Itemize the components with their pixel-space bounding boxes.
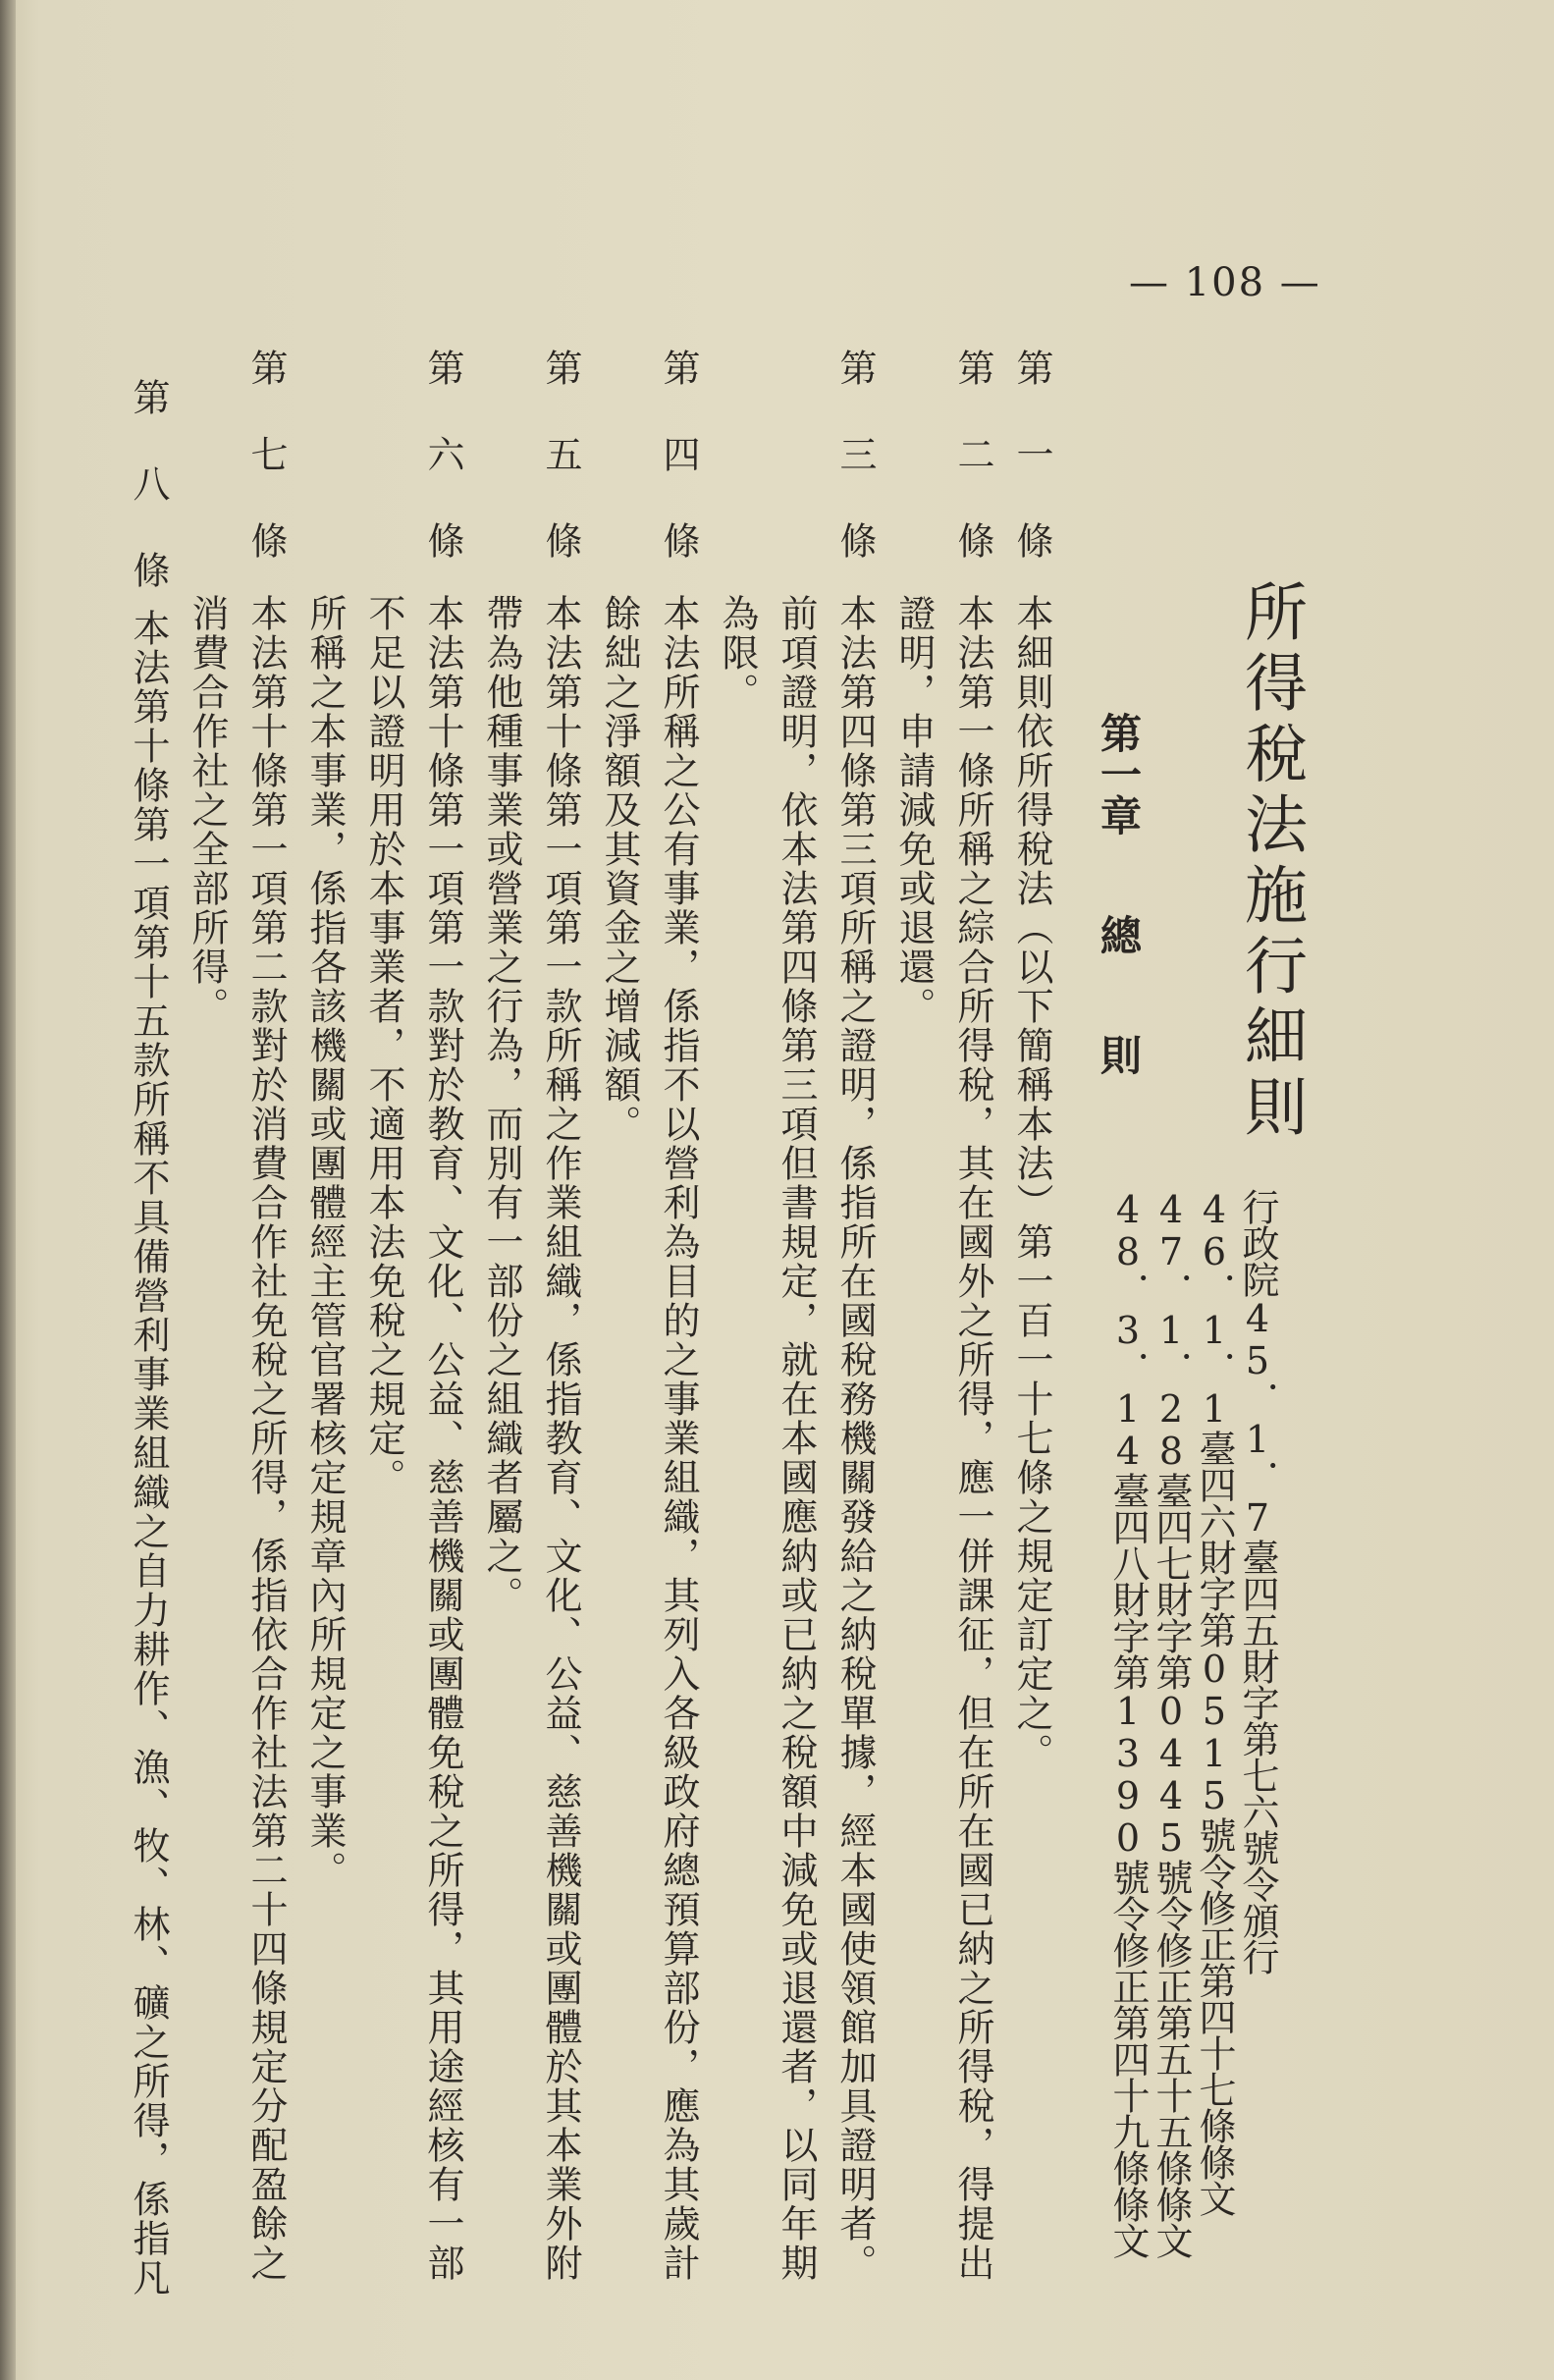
article-label: 第 二 條 [951,349,994,562]
annotation-line: 行政院45．1．7臺四五財字第七六號令頒行 [1236,1188,1279,1974]
article-text-continued: 不足以證明用於本事業者，不適用本法免稅之規定。 [362,594,405,1497]
article-text: 本法所稱之公有事業，係指不以營利為目的之事業組織，其列入各級政府總預算部份，應為其歲計 [657,594,700,2283]
article-text: 本法第十條第一項第十五款所稱不具備營利事業組織之自力耕作、漁、牧、林、礦之所得，係指凡 [127,609,170,2298]
chapter-name-2: 則 [1095,1034,1143,1075]
annotation-line: 48．3．14臺四八財字第1390號令修正第四十九條條文 [1106,1188,1150,2258]
article-text: 本法第一條所稱之綜合所得稅，其在國外之所得，應一併課征，但在所在國已納之所得稅，得提出 [951,594,994,2283]
article-text-continued: 帶為他種事業或營業之行為，而別有一部份之組織者屬之。 [480,594,523,1615]
article-text-continued: 餘絀之淨額及其資金之增減額。 [598,594,641,1144]
page-number: — 108 — [1129,260,1321,305]
article-text-continued: 消費合作社之全部所得。 [186,594,229,1026]
book-gutter [0,0,16,2380]
annotation-line: 47．1．28臺四七財字第0445號令修正第五十五條條文 [1150,1188,1193,2258]
article-text: 本法第十條第一項第一款所稱之作業組織，係指教育、文化、公益、慈善機關或團體於其本業外附 [539,594,582,2283]
article-text: 本法第十條第一項第二款對於消費合作社免稅之所得，係指依合作社法第二十四條規定分配盈餘之 [244,594,288,2283]
article-text-continued: 前項證明，依本法第四條第三項但書規定，就在本國應納或已納之稅額中減免或退還者，以同年期 [775,594,818,2283]
chapter-label: 第一章 [1095,712,1143,836]
article-label: 第 一 條 [1010,349,1053,562]
chapter-name-1: 總 [1095,914,1143,955]
article-text-continued: 為限。 [716,594,759,712]
article-label: 第 七 條 [244,349,288,562]
document-title: 所得稅法施行細則 [1234,579,1307,1145]
article-text: 本法第四條第三項所稱之證明，係指所在國稅務機關發給之納稅單據，經本國使領館加具證明者。 [833,594,877,2283]
article-text: 本細則依所得稅法（以下簡稱本法）第一百一十七條之規定訂定之。 [1010,594,1053,1772]
article-label: 第 六 條 [421,349,464,562]
article-text-continued: 證明，申請減免或退還。 [892,594,936,1026]
article-text: 本法第十條第一項第一款對於教育、文化、公益、慈善機關或團體免稅之所得，其用途經核有一部 [421,594,464,2283]
chapter-heading [1095,712,1143,1075]
article-label: 第 五 條 [539,349,582,562]
article-text-continued: 所稱之本事業，係指各該機關或團體經主管官署核定規章內所規定之事業。 [303,594,347,1890]
annotation-line: 46．1．1臺四六財字第0515號令修正第四十七條條文 [1193,1188,1236,2216]
article-label: 第 八 條 [127,378,170,591]
article-label: 第 三 條 [833,349,877,562]
article-label: 第 四 條 [657,349,700,562]
